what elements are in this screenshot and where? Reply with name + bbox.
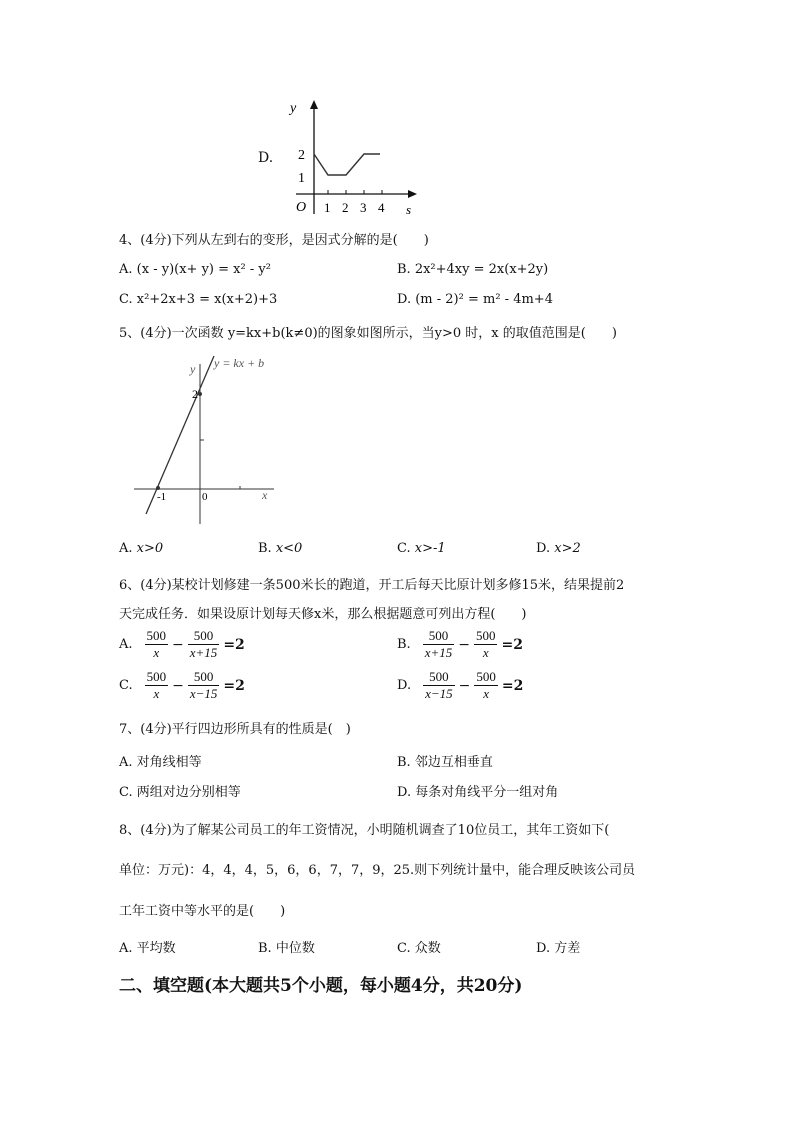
q5-option-d: D. x>2 <box>536 541 581 556</box>
q6-option-c: C. $\frac{500}{x}$ − $\frac{500}{x-15}$ =2 <box>119 669 245 701</box>
q8-option-d: D. 方差 <box>536 941 581 956</box>
q5-y-label: y <box>190 362 196 376</box>
graph-d-ytick-2: 2 <box>298 148 305 163</box>
q7-option-d: D. 每条对角线平分一组对角 <box>397 785 559 800</box>
q8-line3: 工年工资中等水平的是( ) <box>119 904 286 919</box>
q8-option-a: A. 平均数 <box>119 941 176 956</box>
q7-option-c: C. 两组对边分别相等 <box>119 785 241 800</box>
q5-option-c: C. x>-1 <box>397 541 446 556</box>
q4-option-b: B. 2x²+4xy = 2x(x+2y) <box>397 262 549 277</box>
q6-option-b: B. $\frac{500}{x+15}$ − $\frac{500}{x}$ =2 <box>397 628 523 660</box>
q5-option-a: A. x>0 <box>119 541 164 556</box>
q7-prompt: 7、(4分)平行四边形所具有的性质是( ) <box>119 722 351 737</box>
q8-line1: 8、(4分)为了解某公司员工的年工资情况，小明随机调查了10位员工，其年工资如下( <box>119 823 610 838</box>
q5-ytick-2: 2 <box>192 387 198 401</box>
q4-prompt: 4、(4分)下列从左到右的变形，是因式分解的是( ) <box>119 233 429 248</box>
graph-d-option-label: D. <box>258 150 274 166</box>
q4-option-a: A. (x - y)(x+ y) = x² - y² <box>119 262 271 277</box>
graph-d-xtick-3: 3 <box>360 200 367 215</box>
graph-d-origin: O <box>296 200 307 215</box>
graph-d-xtick-2: 2 <box>342 200 349 215</box>
graph-d <box>282 96 422 220</box>
q4-option-d: D. (m - 2)² = m² - 4m+4 <box>397 292 553 307</box>
graph-d-xtick-4: 4 <box>378 200 385 215</box>
q5-prompt: 5、(4分)一次函数 y=kx+b(k≠0)的图象如图所示，当y>0 时，x 的取值范围是( ) <box>119 326 617 341</box>
q6-prompt-line2: 天完成任务．如果设原计划每天修x米，那么根据题意可列出方程( ) <box>119 607 527 622</box>
graph-d-xtick-1: 1 <box>324 200 331 215</box>
q5-xtick-neg1: -1 <box>157 491 167 503</box>
q6-option-a: A. $\frac{500}{x}$ − $\frac{500}{x+15}$ =2 <box>119 628 245 660</box>
q8-option-b: B. 中位数 <box>258 941 315 956</box>
graph-d-y-label: y <box>290 101 297 116</box>
q7-option-b: B. 邻边互相垂直 <box>397 755 493 770</box>
q6-option-d: D. $\frac{500}{x-15}$ − $\frac{500}{x}$ =2 <box>397 669 524 701</box>
q8-line2: 单位：万元)：4，4，4，5，6，6，7，7，9，25.则下列统计量中，能合理反映该公司员 <box>119 863 636 878</box>
graph-d-ytick-1: 1 <box>298 171 305 186</box>
q6-prompt-line1: 6、(4分)某校计划修建一条500米长的跑道，开工后每天比原计划多修15米，结果提前2 <box>119 578 625 593</box>
q8-option-c: C. 众数 <box>397 941 441 956</box>
q5-origin: 0 <box>202 491 208 503</box>
q5-graph <box>128 350 288 528</box>
q4-option-c: C. x²+2x+3 = x(x+2)+3 <box>119 292 278 307</box>
section-2-title: 二、填空题(本大题共5个小题，每小题4分，共20分) <box>119 976 523 996</box>
q5-line-label: y = kx + b <box>214 356 265 370</box>
q5-option-b: B. x<0 <box>258 541 303 556</box>
q5-x-label: x <box>262 488 268 502</box>
q7-option-a: A. 对角线相等 <box>119 755 202 770</box>
graph-d-x-label: s <box>406 202 412 217</box>
